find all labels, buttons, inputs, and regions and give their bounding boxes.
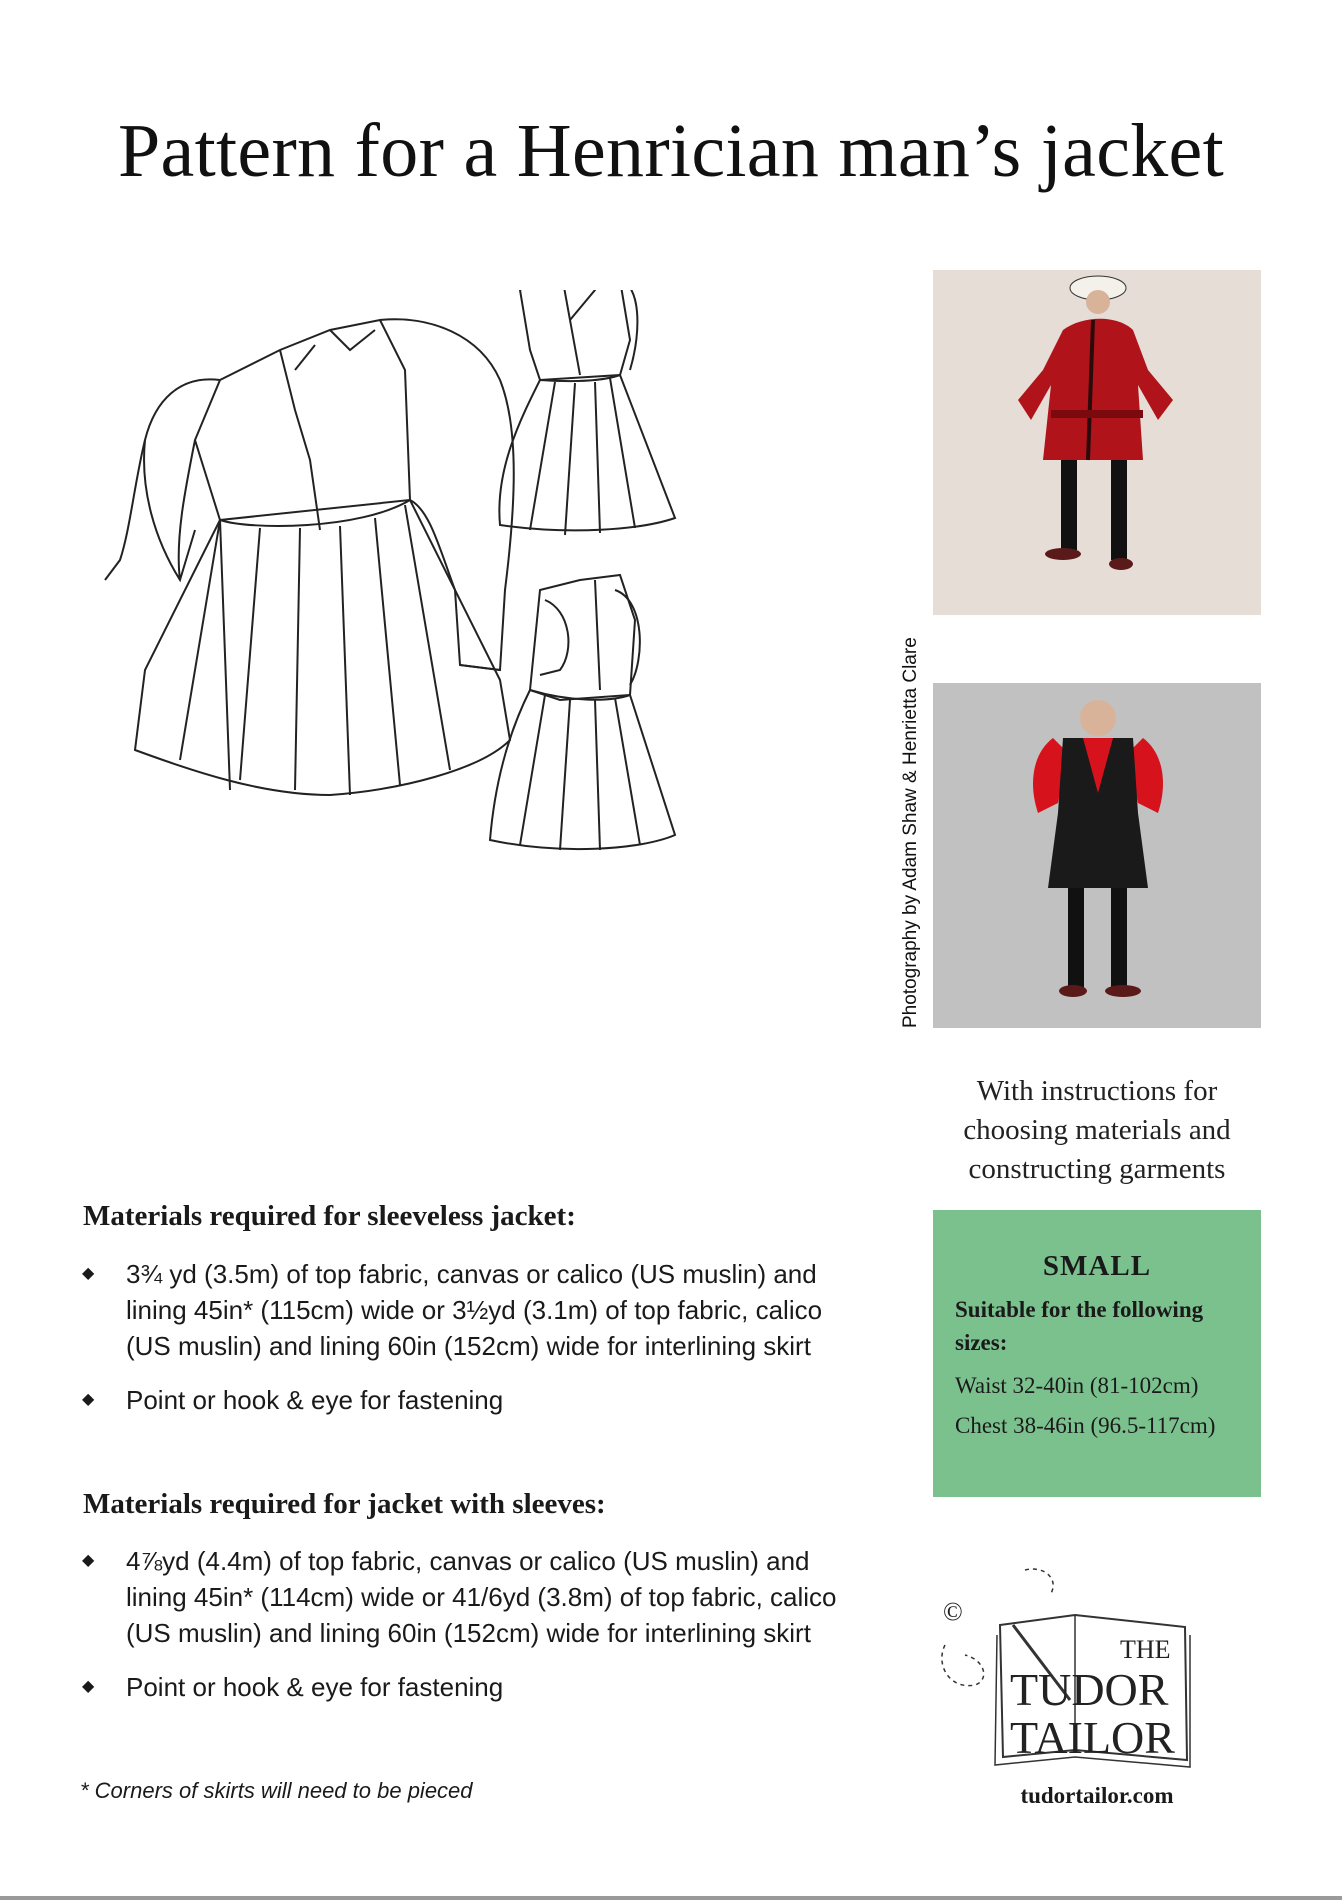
- sleeved-jacket-drawing: [105, 319, 514, 795]
- size-suitable-text: Suitable for the following sizes:: [955, 1297, 1204, 1355]
- logo-tailor: TAILOR: [1010, 1712, 1175, 1763]
- list-item-text: 3¾ yd (3.5m) of top fabric, canvas or calico (US muslin) and lining 45in* (115cm) wide or 3½yd (3.1m) of top fabric, calico (US muslin) and lining 60in (152cm) wide for interlining skirt: [126, 1259, 823, 1361]
- size-chest: Chest 38-46in (96.5-117cm): [955, 1413, 1216, 1438]
- sleeved-materials-list: [80, 1543, 870, 1705]
- sleeveless-back-drawing: [490, 575, 675, 850]
- jacket-drawings: [100, 290, 840, 1090]
- logo-the: THE: [1120, 1635, 1171, 1664]
- size-title: SMALL: [1042, 1250, 1152, 1282]
- instructions-note: [933, 1072, 1261, 1189]
- size-waist: Waist 32-40in (81-102cm): [955, 1373, 1199, 1398]
- sleeveless-heading: Materials required for sleeveless jacket:: [83, 1200, 576, 1232]
- sleeved-heading: Materials required for jacket with sleeves:: [83, 1488, 606, 1520]
- list-item-text: 4⅞yd (4.4m) of top fabric, canvas or calico (US muslin) and lining 45in* (114cm) wide or 41/6yd (3.8m) of top fabric, calico (US muslin) and lining 60in (152cm) wide for interlining skirt: [126, 1546, 837, 1648]
- sleeveless-materials-list: [80, 1256, 870, 1418]
- tudor-tailor-logo: [935, 1565, 1200, 1775]
- diamond-bullet-icon: ◆: [82, 1552, 95, 1569]
- page-title: Pattern for a Henrician man’s jacket: [117, 109, 1224, 193]
- diamond-bullet-icon: ◆: [82, 1678, 95, 1695]
- instructions-line: constructing garments: [968, 1153, 1226, 1185]
- list-item: [80, 1669, 870, 1705]
- instructions-line: With instructions for: [976, 1075, 1218, 1107]
- photo-red-jacket: [933, 270, 1261, 615]
- sleeveless-front-drawing: [499, 290, 675, 535]
- instructions-line: choosing materials and: [963, 1114, 1231, 1146]
- bottom-divider: [0, 1896, 1342, 1900]
- photo-black-jacket: [933, 683, 1261, 1028]
- logo-copyright: ©: [943, 1597, 963, 1626]
- photo-credit: Photography by Adam Shaw & Henrietta Clare: [900, 637, 921, 1028]
- list-item-text: Point or hook & eye for fastening: [126, 1385, 504, 1415]
- diamond-bullet-icon: ◆: [82, 1265, 95, 1282]
- logo-tudor: TUDOR: [1010, 1664, 1169, 1715]
- list-item: [80, 1382, 870, 1418]
- website-link[interactable]: tudortailor.com: [1020, 1783, 1174, 1808]
- list-item-text: Point or hook & eye for fastening: [126, 1672, 504, 1702]
- footnote: * Corners of skirts will need to be pieced: [80, 1778, 473, 1803]
- diamond-bullet-icon: ◆: [82, 1391, 95, 1408]
- list-item: [80, 1256, 870, 1364]
- list-item: [80, 1543, 870, 1651]
- size-box: [933, 1210, 1261, 1497]
